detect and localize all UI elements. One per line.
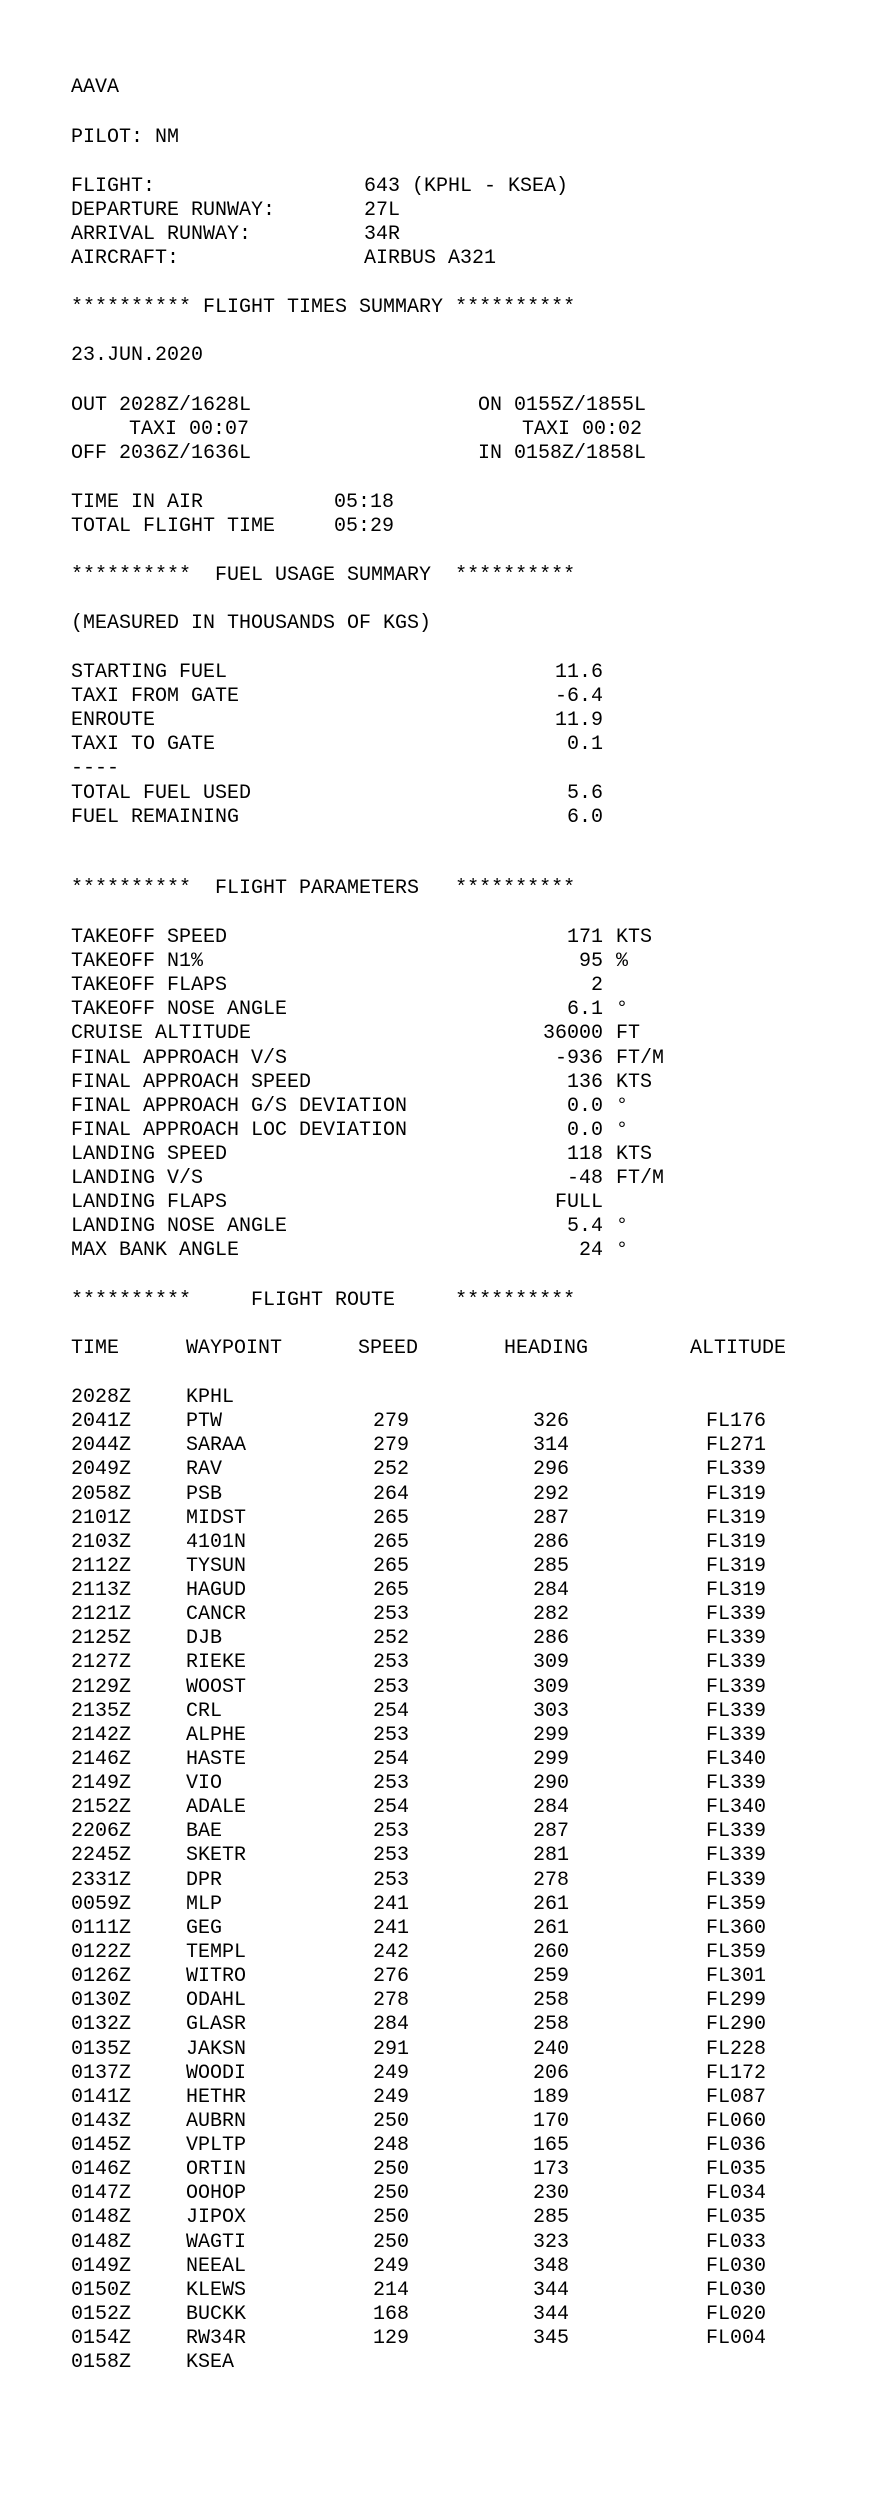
route-waypoint: CANCR	[186, 1603, 247, 1627]
fuel-total-value: 6.0	[566, 805, 603, 829]
route-altitude: FL033	[706, 2230, 767, 2254]
flight-value: 643 (KPHL - KSEA)	[364, 175, 569, 198]
route-speed: 253	[373, 1772, 410, 1796]
route-speed: 253	[373, 1651, 410, 1675]
param-label: FINAL APPROACH SPEED	[71, 1070, 312, 1094]
route-waypoint: MLP	[186, 1892, 223, 1916]
route-speed: 242	[373, 1940, 410, 1964]
route-heading: 285	[533, 2206, 570, 2230]
route-waypoint: BUCKK	[186, 2302, 247, 2326]
route-time: 0150Z	[71, 2278, 132, 2302]
route-waypoint: TEMPL	[186, 1940, 247, 1964]
route-heading: 240	[533, 2037, 570, 2061]
route-time: 0126Z	[71, 1965, 132, 1989]
route-altitude: FL319	[706, 1506, 767, 1530]
route-speed: 248	[373, 2134, 410, 2158]
param-label: FINAL APPROACH LOC DEVIATION	[71, 1118, 408, 1142]
route-time: 2049Z	[71, 1458, 132, 1482]
route-waypoint: HASTE	[186, 1747, 247, 1771]
route-waypoint: SARAA	[186, 1434, 247, 1458]
route-waypoint: JIPOX	[186, 2206, 247, 2230]
route-speed: 250	[373, 2206, 410, 2230]
param-label: CRUISE ALTITUDE	[71, 1022, 252, 1046]
param-unit: FT	[616, 1022, 641, 1046]
route-time: 0143Z	[71, 2109, 132, 2133]
speed-column-header: SPEED	[358, 1337, 419, 1360]
route-altitude: FL319	[706, 1482, 767, 1506]
route-heading: 344	[533, 2278, 570, 2302]
route-time: 0158Z	[71, 2351, 132, 2375]
route-waypoint: KSEA	[186, 2351, 235, 2375]
param-label: FINAL APPROACH G/S DEVIATION	[71, 1094, 408, 1118]
param-value: 36000	[542, 1022, 603, 1046]
route-altitude: FL360	[706, 1916, 767, 1940]
route-altitude: FL339	[706, 1651, 767, 1675]
route-waypoint: AUBRN	[186, 2109, 247, 2133]
param-value: -936	[554, 1046, 603, 1070]
route-time: 2125Z	[71, 1627, 132, 1651]
route-waypoint: HETHR	[186, 2085, 247, 2109]
param-value: 118	[566, 1142, 603, 1166]
route-waypoint: KPHL	[186, 1386, 235, 1409]
route-heading: 165	[533, 2134, 570, 2158]
route-altitude: FL359	[706, 1892, 767, 1916]
on-time: ON 0155Z/1855L	[478, 394, 647, 417]
fuel-total-value: 5.6	[566, 781, 603, 805]
pilot-label: PILOT:	[71, 126, 144, 149]
flight-label: FLIGHT:	[71, 175, 156, 198]
param-label: TAKEOFF FLAPS	[71, 974, 228, 998]
route-speed: 241	[373, 1916, 410, 1940]
route-heading: 287	[533, 1506, 570, 1530]
route-altitude: FL290	[706, 2013, 767, 2037]
param-label: FINAL APPROACH V/S	[71, 1046, 288, 1070]
fuel-total-label: TOTAL FUEL USED	[71, 781, 252, 805]
route-altitude: FL299	[706, 1989, 767, 2013]
route-waypoint: NEEAL	[186, 2254, 247, 2278]
route-time: 0147Z	[71, 2182, 132, 2206]
route-waypoint: GLASR	[186, 2013, 247, 2037]
route-speed: 278	[373, 1989, 410, 2013]
param-label: TAKEOFF NOSE ANGLE	[71, 998, 288, 1022]
route-waypoint: ORTIN	[186, 2158, 247, 2182]
fuel-row-value: 0.1	[566, 733, 603, 757]
route-altitude: FL004	[706, 2327, 767, 2351]
param-unit: °	[616, 1239, 629, 1263]
param-value: 95	[578, 950, 603, 974]
route-waypoint: PSB	[186, 1482, 223, 1506]
flight-parameters-title: ********** FLIGHT PARAMETERS **********	[71, 877, 576, 900]
route-heading: 281	[533, 1844, 570, 1868]
route-time: 2044Z	[71, 1434, 132, 1458]
route-waypoint: 4101N	[186, 1530, 247, 1554]
route-waypoint: BAE	[186, 1820, 223, 1844]
route-time: 0059Z	[71, 1892, 132, 1916]
route-altitude: FL176	[706, 1410, 767, 1434]
param-label: MAX BANK ANGLE	[71, 1239, 240, 1263]
route-altitude: FL339	[706, 1627, 767, 1651]
route-heading: 260	[533, 1940, 570, 1964]
route-time: 2142Z	[71, 1723, 132, 1747]
fuel-row-label: TAXI FROM GATE	[71, 685, 240, 709]
departure-runway-value: 27L	[364, 199, 401, 222]
aircraft-code: AAVA	[71, 76, 120, 99]
route-heading: 309	[533, 1651, 570, 1675]
route-waypoint: KLEWS	[186, 2278, 247, 2302]
route-time: 2028Z	[71, 1386, 132, 1409]
route-heading: 258	[533, 1989, 570, 2013]
route-waypoint: JAKSN	[186, 2037, 247, 2061]
route-waypoint: SKETR	[186, 1844, 247, 1868]
route-heading: 326	[533, 1410, 570, 1434]
fuel-row-value: 11.9	[554, 709, 603, 733]
route-speed: 250	[373, 2109, 410, 2133]
route-heading: 258	[533, 2013, 570, 2037]
param-label: LANDING NOSE ANGLE	[71, 1215, 288, 1239]
route-speed: 249	[373, 2061, 410, 2085]
param-value: 2	[590, 974, 603, 998]
route-heading: 261	[533, 1916, 570, 1940]
route-heading: 286	[533, 1530, 570, 1554]
aircraft-value: AIRBUS A321	[364, 247, 497, 270]
route-waypoint: WOODI	[186, 2061, 247, 2085]
route-waypoint: ALPHE	[186, 1723, 247, 1747]
route-heading: 278	[533, 1868, 570, 1892]
route-speed: 252	[373, 1627, 410, 1651]
route-speed: 253	[373, 1723, 410, 1747]
time-in-air-label: TIME IN AIR	[71, 491, 204, 514]
route-time: 2103Z	[71, 1530, 132, 1554]
route-time: 2112Z	[71, 1554, 132, 1578]
route-waypoint: RIEKE	[186, 1651, 247, 1675]
route-heading: 323	[533, 2230, 570, 2254]
fuel-total-label: FUEL REMAINING	[71, 805, 240, 829]
route-waypoint: HAGUD	[186, 1579, 247, 1603]
route-heading: 286	[533, 1627, 570, 1651]
route-waypoint: WAGTI	[186, 2230, 247, 2254]
route-speed: 250	[373, 2230, 410, 2254]
route-heading: 296	[533, 1458, 570, 1482]
route-time: 0130Z	[71, 1989, 132, 2013]
route-time: 2149Z	[71, 1772, 132, 1796]
route-time: 2058Z	[71, 1482, 132, 1506]
fuel-row-value: 11.6	[554, 661, 603, 684]
fuel-row-label: STARTING FUEL	[71, 661, 228, 684]
route-altitude: FL035	[706, 2206, 767, 2230]
waypoint-column-header: WAYPOINT	[186, 1337, 283, 1360]
route-heading: 345	[533, 2327, 570, 2351]
route-heading: 309	[533, 1675, 570, 1699]
route-speed: 265	[373, 1530, 410, 1554]
param-value: 171	[566, 926, 603, 949]
time-column-header: TIME	[71, 1337, 120, 1360]
route-heading: 299	[533, 1723, 570, 1747]
route-altitude: FL035	[706, 2158, 767, 2182]
route-heading: 314	[533, 1434, 570, 1458]
pilot-line	[71, 126, 179, 150]
route-altitude: FL339	[706, 1675, 767, 1699]
route-heading: 284	[533, 1796, 570, 1820]
route-time: 0145Z	[71, 2134, 132, 2158]
off-time: OFF 2036Z/1636L	[71, 442, 252, 465]
route-time: 2101Z	[71, 1506, 132, 1530]
route-altitude: FL087	[706, 2085, 767, 2109]
flight-route-title: ********** FLIGHT ROUTE **********	[71, 1289, 576, 1312]
route-altitude: FL359	[706, 1940, 767, 1964]
route-heading: 282	[533, 1603, 570, 1627]
route-time: 2129Z	[71, 1675, 132, 1699]
route-altitude: FL319	[706, 1530, 767, 1554]
arrival-runway-label: ARRIVAL RUNWAY:	[71, 223, 252, 246]
route-speed: 249	[373, 2254, 410, 2278]
route-time: 0148Z	[71, 2230, 132, 2254]
route-heading: 285	[533, 1554, 570, 1578]
route-waypoint: ODAHL	[186, 1989, 247, 2013]
route-time: 2245Z	[71, 1844, 132, 1868]
route-speed: 249	[373, 2085, 410, 2109]
pilot-value: NM	[155, 126, 180, 149]
param-value: -48	[566, 1167, 603, 1190]
route-speed: 254	[373, 1747, 410, 1771]
route-time: 0135Z	[71, 2037, 132, 2061]
route-altitude: FL340	[706, 1747, 767, 1771]
param-unit: °	[616, 1118, 629, 1142]
fuel-row-value: -6.4	[554, 685, 603, 709]
taxi-out-time: TAXI 00:07	[129, 418, 250, 441]
in-time: IN 0158Z/1858L	[478, 442, 647, 465]
route-heading: 299	[533, 1747, 570, 1771]
route-altitude: FL339	[706, 1868, 767, 1892]
route-speed: 276	[373, 1965, 410, 1989]
route-altitude: FL339	[706, 1458, 767, 1482]
route-heading: 230	[533, 2182, 570, 2206]
route-heading: 303	[533, 1699, 570, 1723]
route-waypoint: RAV	[186, 1458, 223, 1482]
route-heading: 344	[533, 2302, 570, 2326]
route-altitude: FL020	[706, 2302, 767, 2326]
param-value: 0.0	[566, 1118, 603, 1142]
route-speed: 284	[373, 2013, 410, 2037]
route-speed: 264	[373, 1482, 410, 1506]
route-speed: 279	[373, 1410, 410, 1434]
param-unit: KTS	[616, 926, 653, 949]
route-heading: 261	[533, 1892, 570, 1916]
route-altitude: FL339	[706, 1820, 767, 1844]
route-waypoint: GEG	[186, 1916, 223, 1940]
route-time: 2127Z	[71, 1651, 132, 1675]
route-time: 0152Z	[71, 2302, 132, 2326]
param-value: FULL	[554, 1191, 603, 1215]
fuel-units-note: (MEASURED IN THOUSANDS OF KGS)	[71, 612, 432, 635]
route-speed: 241	[373, 1892, 410, 1916]
route-waypoint: CRL	[186, 1699, 223, 1723]
route-altitude: FL339	[706, 1772, 767, 1796]
param-unit: KTS	[616, 1070, 653, 1094]
route-time: 0122Z	[71, 1940, 132, 1964]
route-altitude: FL271	[706, 1434, 767, 1458]
route-time: 0137Z	[71, 2061, 132, 2085]
param-unit: FT/M	[616, 1167, 665, 1190]
route-heading: 189	[533, 2085, 570, 2109]
param-unit: °	[616, 998, 629, 1022]
route-altitude: FL036	[706, 2134, 767, 2158]
route-speed: 253	[373, 1868, 410, 1892]
route-waypoint: ADALE	[186, 1796, 247, 1820]
route-altitude: FL060	[706, 2109, 767, 2133]
flight-times-title: ********** FLIGHT TIMES SUMMARY **********	[71, 296, 576, 319]
route-altitude: FL339	[706, 1699, 767, 1723]
total-flight-time-value: 05:29	[334, 515, 395, 538]
route-time: 2146Z	[71, 1747, 132, 1771]
param-value: 24	[578, 1239, 603, 1263]
route-speed: 253	[373, 1844, 410, 1868]
route-speed: 253	[373, 1603, 410, 1627]
route-waypoint: RW34R	[186, 2327, 247, 2351]
route-time: 0154Z	[71, 2327, 132, 2351]
route-time: 0149Z	[71, 2254, 132, 2278]
time-in-air-value: 05:18	[334, 491, 395, 514]
route-speed: 265	[373, 1554, 410, 1578]
param-value: 136	[566, 1070, 603, 1094]
route-altitude: FL319	[706, 1554, 767, 1578]
route-waypoint: OOHOP	[186, 2182, 247, 2206]
route-time: 2121Z	[71, 1603, 132, 1627]
route-altitude: FL030	[706, 2278, 767, 2302]
param-label: LANDING SPEED	[71, 1142, 228, 1166]
fuel-row-label: ENROUTE	[71, 709, 156, 733]
fuel-separator: ----	[71, 757, 120, 781]
route-time: 0146Z	[71, 2158, 132, 2182]
fuel-row-label: TAXI TO GATE	[71, 733, 216, 757]
route-heading: 170	[533, 2109, 570, 2133]
route-waypoint: VPLTP	[186, 2134, 247, 2158]
param-value: 0.0	[566, 1094, 603, 1118]
route-heading: 348	[533, 2254, 570, 2278]
route-waypoint: DPR	[186, 1868, 223, 1892]
route-waypoint: TYSUN	[186, 1554, 247, 1578]
route-speed: 254	[373, 1699, 410, 1723]
route-speed: 250	[373, 2158, 410, 2182]
route-heading: 173	[533, 2158, 570, 2182]
route-time: 2206Z	[71, 1820, 132, 1844]
route-time: 2152Z	[71, 1796, 132, 1820]
param-label: LANDING V/S	[71, 1167, 204, 1190]
route-speed: 252	[373, 1458, 410, 1482]
route-altitude: FL172	[706, 2061, 767, 2085]
route-heading: 259	[533, 1965, 570, 1989]
param-unit: °	[616, 1215, 629, 1239]
route-speed: 253	[373, 1820, 410, 1844]
route-time: 0141Z	[71, 2085, 132, 2109]
route-waypoint: WOOST	[186, 1675, 247, 1699]
route-heading: 284	[533, 1579, 570, 1603]
route-heading: 287	[533, 1820, 570, 1844]
route-time: 0111Z	[71, 1916, 132, 1940]
route-altitude: FL034	[706, 2182, 767, 2206]
route-speed: 254	[373, 1796, 410, 1820]
route-time: 2113Z	[71, 1579, 132, 1603]
route-speed: 168	[373, 2302, 410, 2326]
altitude-column-header: ALTITUDE	[690, 1337, 787, 1360]
param-unit: °	[616, 1094, 629, 1118]
route-speed: 265	[373, 1506, 410, 1530]
arrival-runway-value: 34R	[364, 223, 401, 246]
route-time: 0148Z	[71, 2206, 132, 2230]
route-heading: 206	[533, 2061, 570, 2085]
route-altitude: FL030	[706, 2254, 767, 2278]
param-label: TAKEOFF SPEED	[71, 926, 228, 949]
route-waypoint: VIO	[186, 1772, 223, 1796]
route-speed: 253	[373, 1675, 410, 1699]
route-altitude: FL319	[706, 1579, 767, 1603]
route-heading: 290	[533, 1772, 570, 1796]
route-waypoint: MIDST	[186, 1506, 247, 1530]
taxi-in-time: TAXI 00:02	[522, 418, 643, 441]
param-unit: FT/M	[616, 1046, 665, 1070]
route-speed: 265	[373, 1579, 410, 1603]
route-altitude: FL340	[706, 1796, 767, 1820]
flight-date: 23.JUN.2020	[71, 344, 204, 367]
param-label: LANDING FLAPS	[71, 1191, 228, 1215]
route-altitude: FL301	[706, 1965, 767, 1989]
route-time: 0132Z	[71, 2013, 132, 2037]
param-value: 5.4	[566, 1215, 603, 1239]
route-speed: 250	[373, 2182, 410, 2206]
param-unit: KTS	[616, 1142, 653, 1166]
out-time: OUT 2028Z/1628L	[71, 394, 252, 417]
total-flight-time-label: TOTAL FLIGHT TIME	[71, 515, 276, 538]
param-value: 6.1	[566, 998, 603, 1022]
route-altitude: FL228	[706, 2037, 767, 2061]
route-time: 2041Z	[71, 1410, 132, 1434]
route-altitude: FL339	[706, 1844, 767, 1868]
route-altitude: FL339	[706, 1723, 767, 1747]
route-waypoint: WITRO	[186, 1965, 247, 1989]
route-waypoint: PTW	[186, 1410, 223, 1434]
route-time: 2135Z	[71, 1699, 132, 1723]
route-altitude: FL339	[706, 1603, 767, 1627]
route-speed: 214	[373, 2278, 410, 2302]
param-unit: %	[616, 950, 629, 974]
route-speed: 129	[373, 2327, 410, 2351]
param-label: TAKEOFF N1%	[71, 950, 204, 974]
route-waypoint: DJB	[186, 1627, 223, 1651]
departure-runway-label: DEPARTURE RUNWAY:	[71, 199, 276, 222]
route-speed: 279	[373, 1434, 410, 1458]
heading-column-header: HEADING	[504, 1337, 589, 1360]
route-time: 2331Z	[71, 1868, 132, 1892]
aircraft-label: AIRCRAFT:	[71, 247, 180, 270]
fuel-summary-title: ********** FUEL USAGE SUMMARY **********	[71, 564, 576, 587]
route-speed: 291	[373, 2037, 410, 2061]
route-heading: 292	[533, 1482, 570, 1506]
